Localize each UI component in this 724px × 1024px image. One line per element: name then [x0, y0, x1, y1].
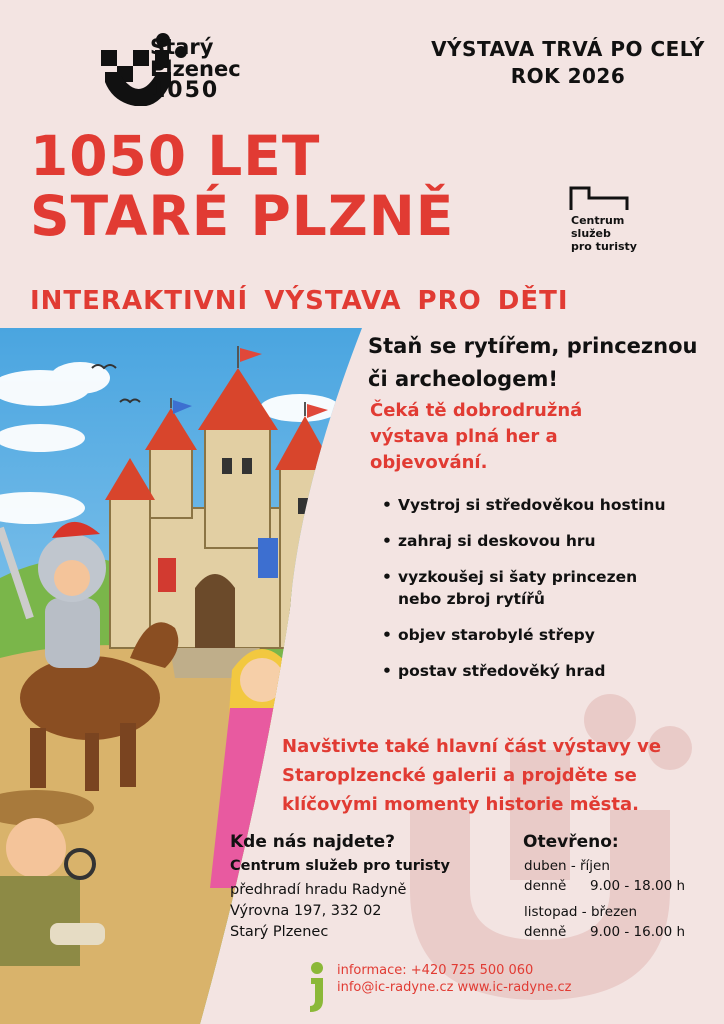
season1-months: duben - říjen — [524, 858, 610, 874]
address-line3: Starý Plzenec — [230, 924, 329, 940]
tourist-logo-line2: služeb — [571, 227, 611, 240]
address-line2: Výrovna 197, 332 02 — [230, 903, 382, 919]
subtitle: INTERAKTIVNÍ VÝSTAVA PRO DĚTI — [30, 286, 569, 316]
list-item: • postav středověký hrad — [382, 660, 682, 682]
list-item: • vyzkoušej si šaty princezen nebo zbroj rytířů — [382, 566, 682, 610]
logo-name-2: Plzenec — [150, 57, 241, 81]
contact-web[interactable]: info@ic-radyne.cz www.ic-radyne.cz — [337, 980, 572, 995]
season1-hours: 9.00 - 18.00 h — [590, 878, 686, 894]
location-name: Centrum služeb pro turisty — [230, 858, 450, 874]
contact-info — [337, 962, 577, 996]
activities-list — [382, 494, 682, 696]
logo-name-1: Starý — [150, 35, 214, 59]
list-item: • Vystroj si středověkou hostinu — [382, 494, 682, 516]
season2-days: denně — [524, 924, 567, 940]
location-address — [230, 880, 406, 943]
opening-season-1 — [524, 856, 685, 896]
info-icon — [306, 962, 328, 1014]
tourist-logo-line3: pro turisty — [571, 240, 637, 253]
intro-tagline: Čeká tě dobrodružná výstava plná her a objevování. — [370, 400, 583, 473]
logo-text — [150, 36, 241, 102]
opening-season-2 — [524, 902, 685, 942]
visit-note: Navštivte také hlavní část výstavy ve Staroplzencké galerii a projděte se klíčovými momenty historie města. — [282, 736, 662, 815]
intro-headline: Staň se rytířem, princeznou či archeologem! — [368, 334, 698, 391]
location-heading: Kde nás najdete? — [230, 832, 396, 852]
list-item: • zahraj si deskovou hru — [382, 530, 682, 552]
tourist-center-logo-text — [571, 214, 637, 253]
list-item: • objev starobylé střepy — [382, 624, 682, 646]
season2-hours: 9.00 - 16.00 h — [590, 924, 686, 940]
logo-year: 1050 — [150, 78, 220, 103]
tourist-logo-line1: Centrum — [571, 214, 625, 227]
main-title — [30, 126, 454, 246]
address-line1: předhradí hradu Radyně — [230, 882, 407, 898]
main-title-line1: 1050 LET — [30, 124, 321, 188]
main-title-line2: STARÉ PLZNĚ — [30, 184, 455, 248]
contact-phone: informace: +420 725 500 060 — [337, 963, 534, 978]
exhibition-duration: VÝSTAVA TRVÁ PO CELÝ ROK 2026 — [431, 37, 705, 88]
season1-days: denně — [524, 878, 567, 894]
opening-heading: Otevřeno: — [523, 832, 619, 852]
season2-months: listopad - březen — [524, 904, 638, 920]
